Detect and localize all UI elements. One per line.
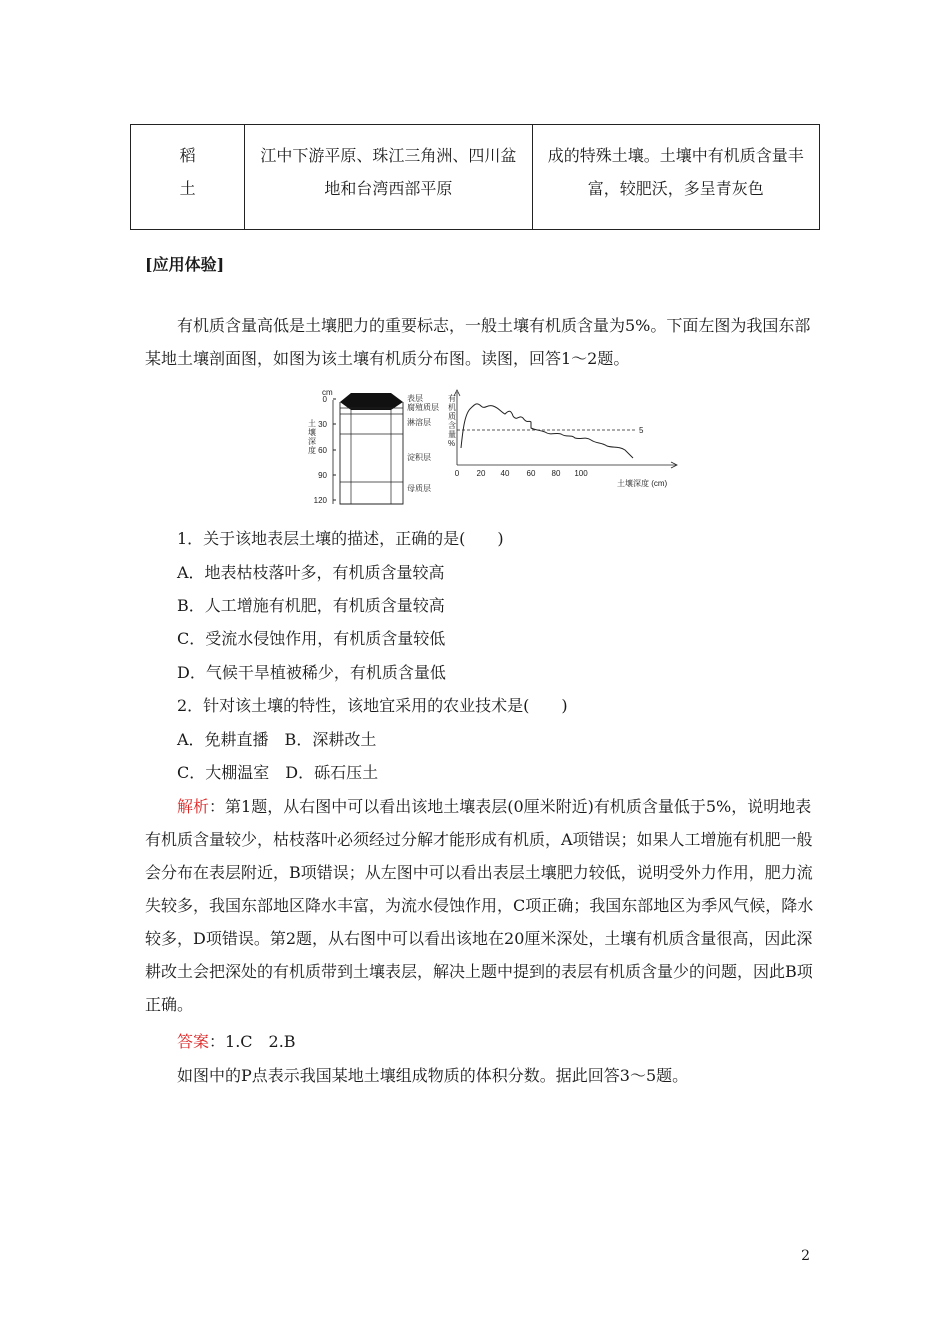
soil-table — [130, 124, 820, 230]
intro-paragraph: 有机质含量高低是土壤肥力的重要标志，一般土壤有机质含量为5%。下面左图为我国东部某地土壤剖面图，如图为该土壤有机质分布图。读图，回答1～2题。 — [145, 316, 811, 368]
y-axis-label: 量 — [448, 430, 456, 439]
x-tick: 100 — [574, 469, 588, 478]
layer-label: 腐殖质层 — [407, 403, 439, 412]
y-axis-label: 质 — [448, 412, 456, 421]
cell-line: 地和台湾西部平原 — [324, 179, 453, 198]
analysis-paragraph — [145, 790, 815, 1021]
x-tick: 0 — [454, 469, 460, 478]
depth-axis-label: 土 — [308, 419, 316, 428]
organic-matter-chart — [448, 390, 677, 488]
depth-axis-label: 深 — [308, 437, 316, 446]
question-2-stem: 2．针对该土壤的特性，该地宜采用的农业技术是( ) — [177, 696, 568, 715]
analysis-label: 解析 — [177, 797, 210, 816]
page-number: 2 — [801, 1248, 810, 1264]
question-2-options: C．大棚温室 D．砾石压土 — [177, 763, 379, 782]
cell-line: 土 — [179, 179, 196, 198]
x-tick: 80 — [551, 469, 561, 478]
x-tick: 20 — [476, 469, 486, 478]
question-1-stem: 1．关于该地表层土壤的描述，正确的是( ) — [177, 529, 504, 548]
y-axis-label: % — [448, 439, 456, 448]
question-1-option: D．气候干旱植被稀少，有机质含量低 — [177, 663, 446, 682]
surface-layer-top — [340, 393, 403, 410]
section-title: [应用体验] — [145, 255, 225, 274]
y-axis-label: 有 — [448, 394, 456, 403]
depth-tick: 0 — [322, 395, 327, 404]
depth-tick: 60 — [318, 446, 327, 455]
depth-axis-label: 壤 — [308, 428, 316, 437]
soil-figure — [305, 388, 685, 512]
table-row — [131, 125, 820, 230]
depth-unit: cm — [322, 388, 333, 397]
next-question-intro: 如图中的P点表示我国某地土壤组成物质的体积分数。据此回答3～5题。 — [177, 1066, 689, 1085]
cell-line: 稻 — [179, 146, 196, 165]
depth-tick: 120 — [313, 496, 327, 505]
depth-tick: 30 — [318, 420, 327, 429]
answer-text: ：1.C 2.B — [209, 1032, 296, 1051]
cell-line: 江中下游平原、珠江三角洲、四川盆 — [260, 146, 517, 165]
depth-tick: 90 — [318, 471, 327, 480]
y-axis-label: 机 — [448, 403, 456, 412]
x-tick: 40 — [500, 469, 510, 478]
table-cell-soil-name — [131, 125, 245, 230]
question-2-options: A．免耕直播 B．深耕改土 — [177, 730, 377, 749]
answer-label: 答案 — [177, 1032, 210, 1051]
layer-label: 淋溶层 — [407, 418, 431, 427]
cell-line: 成的特殊土壤。土壤中有机质含量丰 — [547, 146, 804, 165]
soil-profile-diagram — [308, 388, 439, 505]
question-1-option: B．人工增施有机肥，有机质含量较高 — [177, 596, 445, 615]
question-1-option: C．受流水侵蚀作用，有机质含量较低 — [177, 629, 446, 648]
layer-label: 淀积层 — [407, 453, 431, 462]
x-tick: 60 — [526, 469, 536, 478]
x-axis-label: 土壤深度 (cm) — [617, 479, 668, 488]
cell-line: 富，较肥沃，多呈青灰色 — [587, 179, 764, 198]
layer-label: 母质层 — [407, 484, 431, 493]
table-cell-characteristics — [532, 125, 819, 230]
question-1-option: A．地表枯枝落叶多，有机质含量较高 — [177, 563, 445, 582]
y-axis-label: 含 — [448, 421, 456, 430]
answer-line — [177, 1025, 296, 1058]
analysis-text: ：第1题，从右图中可以看出该地土壤表层(0厘米附近)有机质含量低于5%，说明地表有机质含量较少，枯枝落叶必须经过分解才能形成有机质，A项错误；如果人工增施有机肥一般会分布在表层附近，B项错误；从左图中可以看出表层土壤肥力较低，说明受外力作用，肥力流失较多，我国东部地区降水丰富，为流水侵蚀作用，C项正确；我国东部地区为季风气候，降水较多，D项错误。第2题，从右图中可以看出该地在20厘米深处，土壤有机质含量很高，因此深耕改土会把深处的有机质带到土壤表层，解决上题中提到的表层有机质含量少的问题，因此B项正确。 — [145, 797, 814, 1014]
organic-matter-curve — [461, 404, 633, 458]
table-cell-distribution — [245, 125, 532, 230]
depth-axis-label: 度 — [308, 446, 316, 455]
reference-value: 5 — [639, 426, 644, 435]
layer-label: 表层 — [407, 394, 423, 403]
